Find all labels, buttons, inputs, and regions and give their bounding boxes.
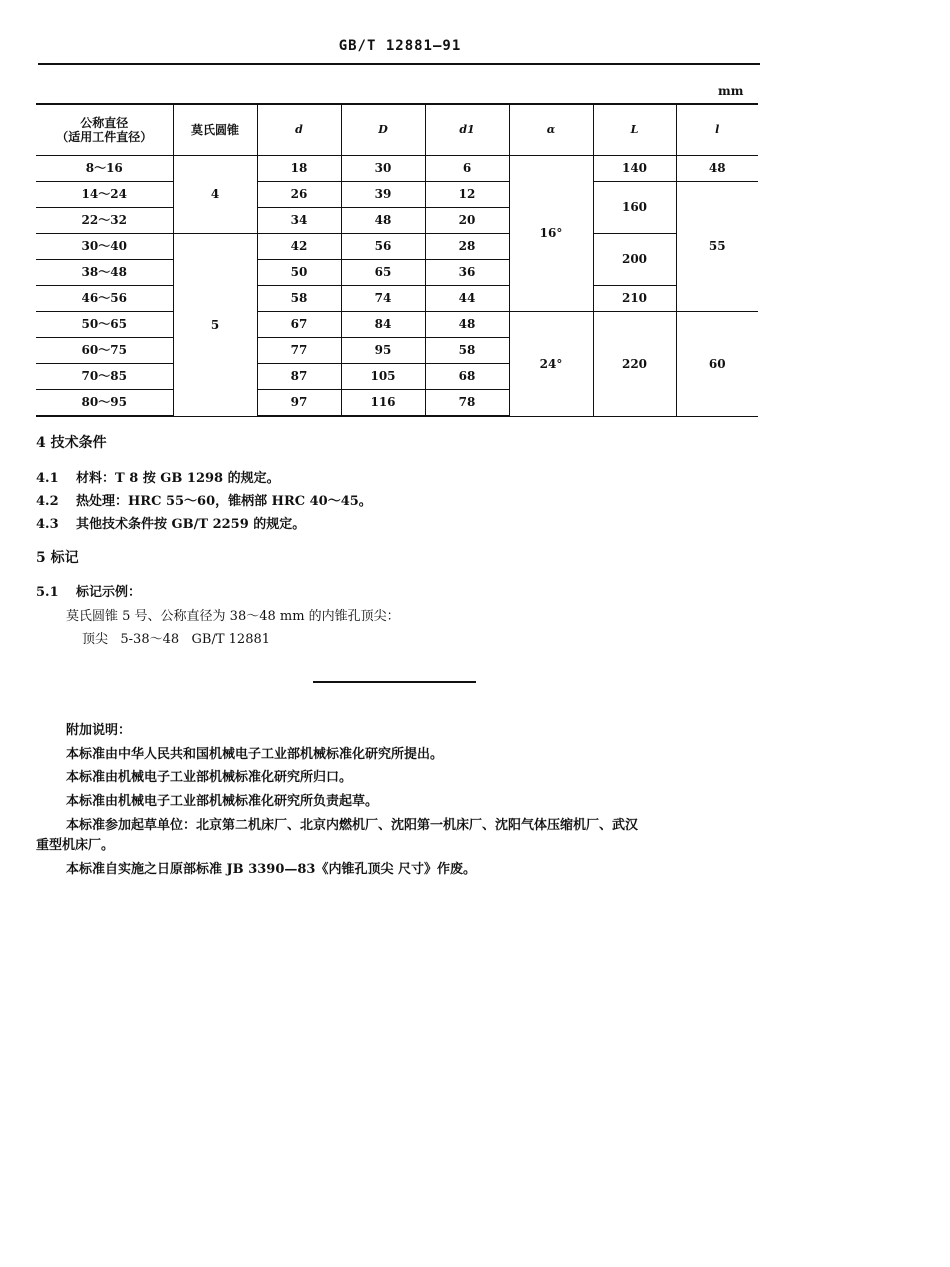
cell-D: 56	[341, 234, 425, 260]
table-header-row	[36, 104, 758, 156]
separator-rule	[313, 681, 476, 683]
cell-morse: 4	[173, 156, 257, 234]
standard-code-header: GB/T 12881—91	[338, 38, 462, 54]
cell-D: 95	[341, 338, 425, 364]
cell-d: 97	[257, 390, 341, 417]
col-header-D: D	[341, 104, 425, 156]
cell-diameter: 22～32	[36, 208, 173, 234]
cell-d: 87	[257, 364, 341, 390]
cell-diameter: 60～75	[36, 338, 173, 364]
cell-diameter: 8～16	[36, 156, 173, 182]
table-row	[36, 156, 758, 182]
col-header-l: l	[676, 104, 758, 156]
cell-d1: 6	[425, 156, 509, 182]
clause-number: 5.1	[36, 585, 59, 600]
cell-d: 77	[257, 338, 341, 364]
cell-D: 116	[341, 390, 425, 417]
clause-number: 4.2	[36, 494, 59, 509]
col-header-diameter	[36, 104, 173, 156]
clause-number: 4.1	[36, 471, 59, 486]
clause-text: 标记示例：	[76, 585, 142, 600]
cell-diameter: 80～95	[36, 390, 173, 417]
notes-line: 本标准由中华人民共和国机械电子工业部机械标准化研究所提出。	[66, 747, 444, 762]
cell-diameter: 70～85	[36, 364, 173, 390]
col-header-d: d	[257, 104, 341, 156]
clause-4-1	[36, 467, 280, 486]
cell-d: 67	[257, 312, 341, 338]
clause-4-3	[36, 513, 305, 532]
example-mark: 顶尖 5-38～48 GB/T 12881	[82, 632, 271, 647]
notes-line: 本标准由机械电子工业部机械标准化研究所归口。	[66, 770, 353, 785]
table-row	[36, 182, 758, 208]
cell-d1: 36	[425, 260, 509, 286]
col-header-diameter-line2: （适用工件直径）	[56, 130, 153, 144]
col-header-morse: 莫氏圆锥	[173, 104, 257, 156]
header-rule	[38, 63, 760, 65]
dimension-table	[36, 103, 758, 417]
cell-d: 42	[257, 234, 341, 260]
cell-d1: 58	[425, 338, 509, 364]
col-header-d1: d1	[425, 104, 509, 156]
cell-L: 140	[593, 156, 676, 182]
clause-number: 4.3	[36, 517, 59, 532]
notes-line: 本标准自实施之日原部标准 JB 3390—83《内锥孔顶尖 尺寸》作废。	[66, 862, 476, 877]
cell-d1: 68	[425, 364, 509, 390]
section-5-title: 5 标记	[36, 550, 79, 566]
cell-D: 65	[341, 260, 425, 286]
cell-d: 58	[257, 286, 341, 312]
cell-D: 74	[341, 286, 425, 312]
cell-diameter: 38～48	[36, 260, 173, 286]
cell-L: 220	[593, 312, 676, 417]
cell-l: 60	[676, 312, 758, 417]
col-header-alpha: α	[509, 104, 593, 156]
clause-5-1	[36, 581, 141, 600]
cell-d1: 48	[425, 312, 509, 338]
cell-D: 39	[341, 182, 425, 208]
cell-D: 30	[341, 156, 425, 182]
table-row	[36, 234, 758, 260]
cell-D: 48	[341, 208, 425, 234]
cell-diameter: 46～56	[36, 286, 173, 312]
cell-d: 34	[257, 208, 341, 234]
clause-4-2	[36, 490, 372, 509]
cell-l: 48	[676, 156, 758, 182]
example-description: 莫氏圆锥 5 号、公称直径为 38～48 mm 的内锥孔顶尖：	[66, 609, 400, 624]
table-row	[36, 286, 758, 312]
cell-morse: 5	[173, 234, 257, 417]
cell-l: 55	[676, 182, 758, 312]
cell-L: 210	[593, 286, 676, 312]
notes-line: 重型机床厂。	[36, 838, 115, 853]
table-row	[36, 312, 758, 338]
notes-line: 本标准由机械电子工业部机械标准化研究所负责起草。	[66, 794, 379, 809]
cell-d1: 12	[425, 182, 509, 208]
clause-text: 热处理：HRC 55～60，锥柄部 HRC 40～45。	[76, 494, 372, 509]
cell-d: 18	[257, 156, 341, 182]
cell-diameter: 50～65	[36, 312, 173, 338]
cell-diameter: 14～24	[36, 182, 173, 208]
col-header-diameter-line1: 公称直径	[80, 115, 129, 130]
clause-text: 其他技术条件按 GB/T 2259 的规定。	[76, 517, 306, 532]
cell-diameter: 30～40	[36, 234, 173, 260]
clause-text: 材料：T 8 按 GB 1298 的规定。	[76, 471, 280, 486]
cell-d1: 20	[425, 208, 509, 234]
cell-D: 105	[341, 364, 425, 390]
col-header-L: L	[593, 104, 676, 156]
cell-D: 84	[341, 312, 425, 338]
cell-d1: 78	[425, 390, 509, 417]
notes-line: 本标准参加起草单位：北京第二机床厂、北京内燃机厂、沈阳第一机床厂、沈阳气体压缩机厂、武汉	[66, 818, 639, 833]
cell-alpha: 16°	[509, 156, 593, 312]
cell-d: 26	[257, 182, 341, 208]
cell-alpha: 24°	[509, 312, 593, 417]
cell-d1: 44	[425, 286, 509, 312]
cell-d: 50	[257, 260, 341, 286]
unit-label: mm	[718, 84, 744, 98]
cell-L: 160	[593, 182, 676, 234]
cell-L: 200	[593, 234, 676, 286]
notes-title: 附加说明：	[66, 723, 132, 738]
cell-d1: 28	[425, 234, 509, 260]
section-4-title: 4 技术条件	[36, 435, 107, 451]
